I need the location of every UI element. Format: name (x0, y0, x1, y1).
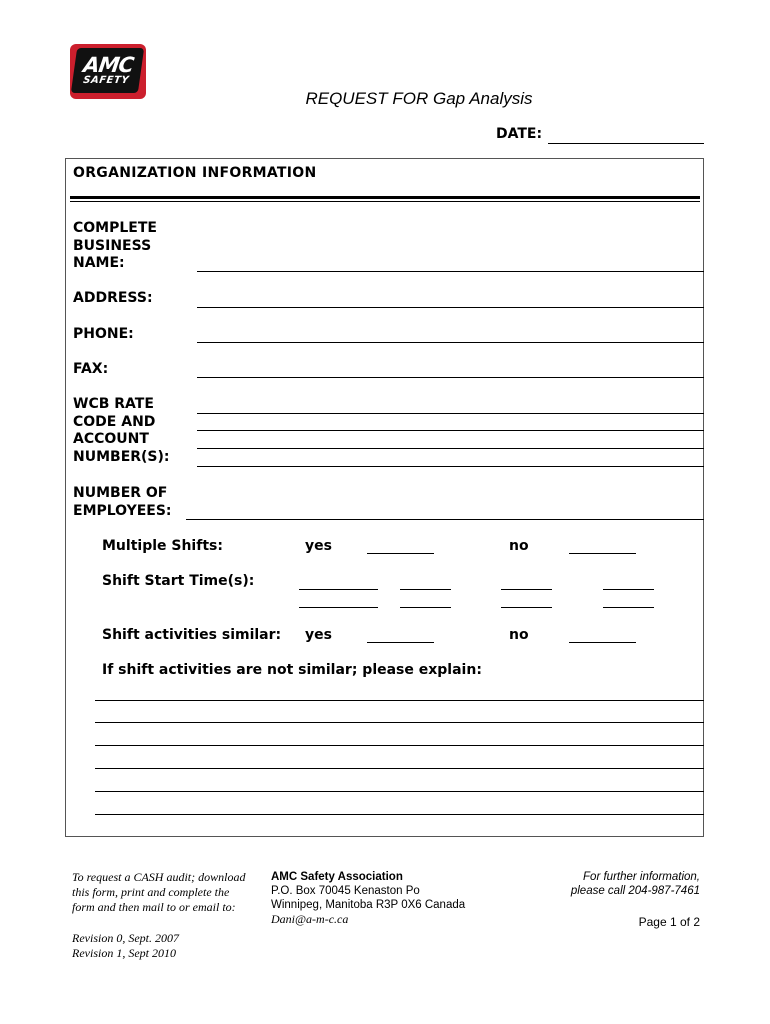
org-name: AMC Safety Association (271, 871, 403, 883)
explain-line-2[interactable] (95, 722, 704, 723)
footer-revisions: Revision 0, Sept. 2007 Revision 1, Sept 2010 (72, 931, 179, 960)
footer-instructions: To request a CASH audit; download this form, print and complete the form and then mail to or email to: (72, 870, 246, 914)
logo-text-safety: SAFETY (82, 75, 130, 86)
shift-start-field-4a[interactable] (603, 589, 654, 590)
multiple-shifts-no-label: no (509, 538, 529, 554)
heading-rule-thin (70, 201, 700, 202)
shift-start-field-3b[interactable] (501, 607, 552, 608)
wcb-label: WCB RATE CODE AND ACCOUNT NUMBER(S): (73, 396, 170, 465)
shift-similar-yes-label: yes (305, 627, 332, 643)
explain-line-1[interactable] (95, 700, 704, 701)
shift-start-field-1a[interactable] (299, 589, 378, 590)
multiple-shifts-no-field[interactable] (569, 553, 636, 554)
phone-field[interactable] (197, 342, 704, 343)
shift-similar-label: Shift activities similar: (102, 627, 282, 643)
address-label: ADDRESS: (73, 290, 153, 306)
explain-line-6[interactable] (95, 814, 704, 815)
fax-label: FAX: (73, 361, 109, 377)
business-name-label: COMPLETE BUSINESS NAME: (73, 220, 157, 271)
address-field[interactable] (197, 307, 704, 308)
multiple-shifts-yes-label: yes (305, 538, 332, 554)
logo-text-amc: AMC (81, 53, 135, 77)
phone-label: PHONE: (73, 326, 134, 342)
date-label: DATE: (496, 126, 543, 142)
shift-start-field-4b[interactable] (603, 607, 654, 608)
shift-similar-no-field[interactable] (569, 642, 636, 643)
shift-similar-yes-field[interactable] (367, 642, 434, 643)
explain-label: If shift activities are not similar; please explain: (102, 662, 482, 678)
footer-info: For further information, please call 204-987-7461 (570, 871, 700, 897)
employees-label: NUMBER OF EMPLOYEES: (73, 485, 172, 519)
shift-start-field-2b[interactable] (400, 607, 451, 608)
wcb-field-1[interactable] (197, 413, 704, 414)
fax-field[interactable] (197, 377, 704, 378)
explain-line-4[interactable] (95, 768, 704, 769)
page-number: Page 1 of 2 (638, 915, 700, 929)
wcb-field-2[interactable] (197, 430, 704, 431)
multiple-shifts-label: Multiple Shifts: (102, 538, 223, 554)
employees-field[interactable] (186, 519, 704, 520)
heading-rule-thick (70, 196, 700, 199)
explain-line-3[interactable] (95, 745, 704, 746)
shift-start-field-3a[interactable] (501, 589, 552, 590)
form-title: REQUEST FOR Gap Analysis (305, 89, 533, 108)
contact-email[interactable]: Dani@a-m-c.ca (271, 912, 349, 926)
wcb-field-3[interactable] (197, 448, 704, 449)
business-name-field[interactable] (197, 271, 704, 272)
shift-start-field-2a[interactable] (400, 589, 451, 590)
multiple-shifts-yes-field[interactable] (367, 553, 434, 554)
explain-line-5[interactable] (95, 791, 704, 792)
section-heading: ORGANIZATION INFORMATION (73, 165, 317, 181)
shift-start-field-1b[interactable] (299, 607, 378, 608)
shift-start-label: Shift Start Time(s): (102, 573, 255, 589)
shift-similar-no-label: no (509, 627, 529, 643)
wcb-field-4[interactable] (197, 466, 704, 467)
footer-address: AMC Safety Association P.O. Box 70045 Kenaston Po Winnipeg, Manitoba R3P 0X6 Canada Dani@a-m-c.ca (271, 871, 466, 926)
date-field[interactable] (548, 143, 704, 144)
